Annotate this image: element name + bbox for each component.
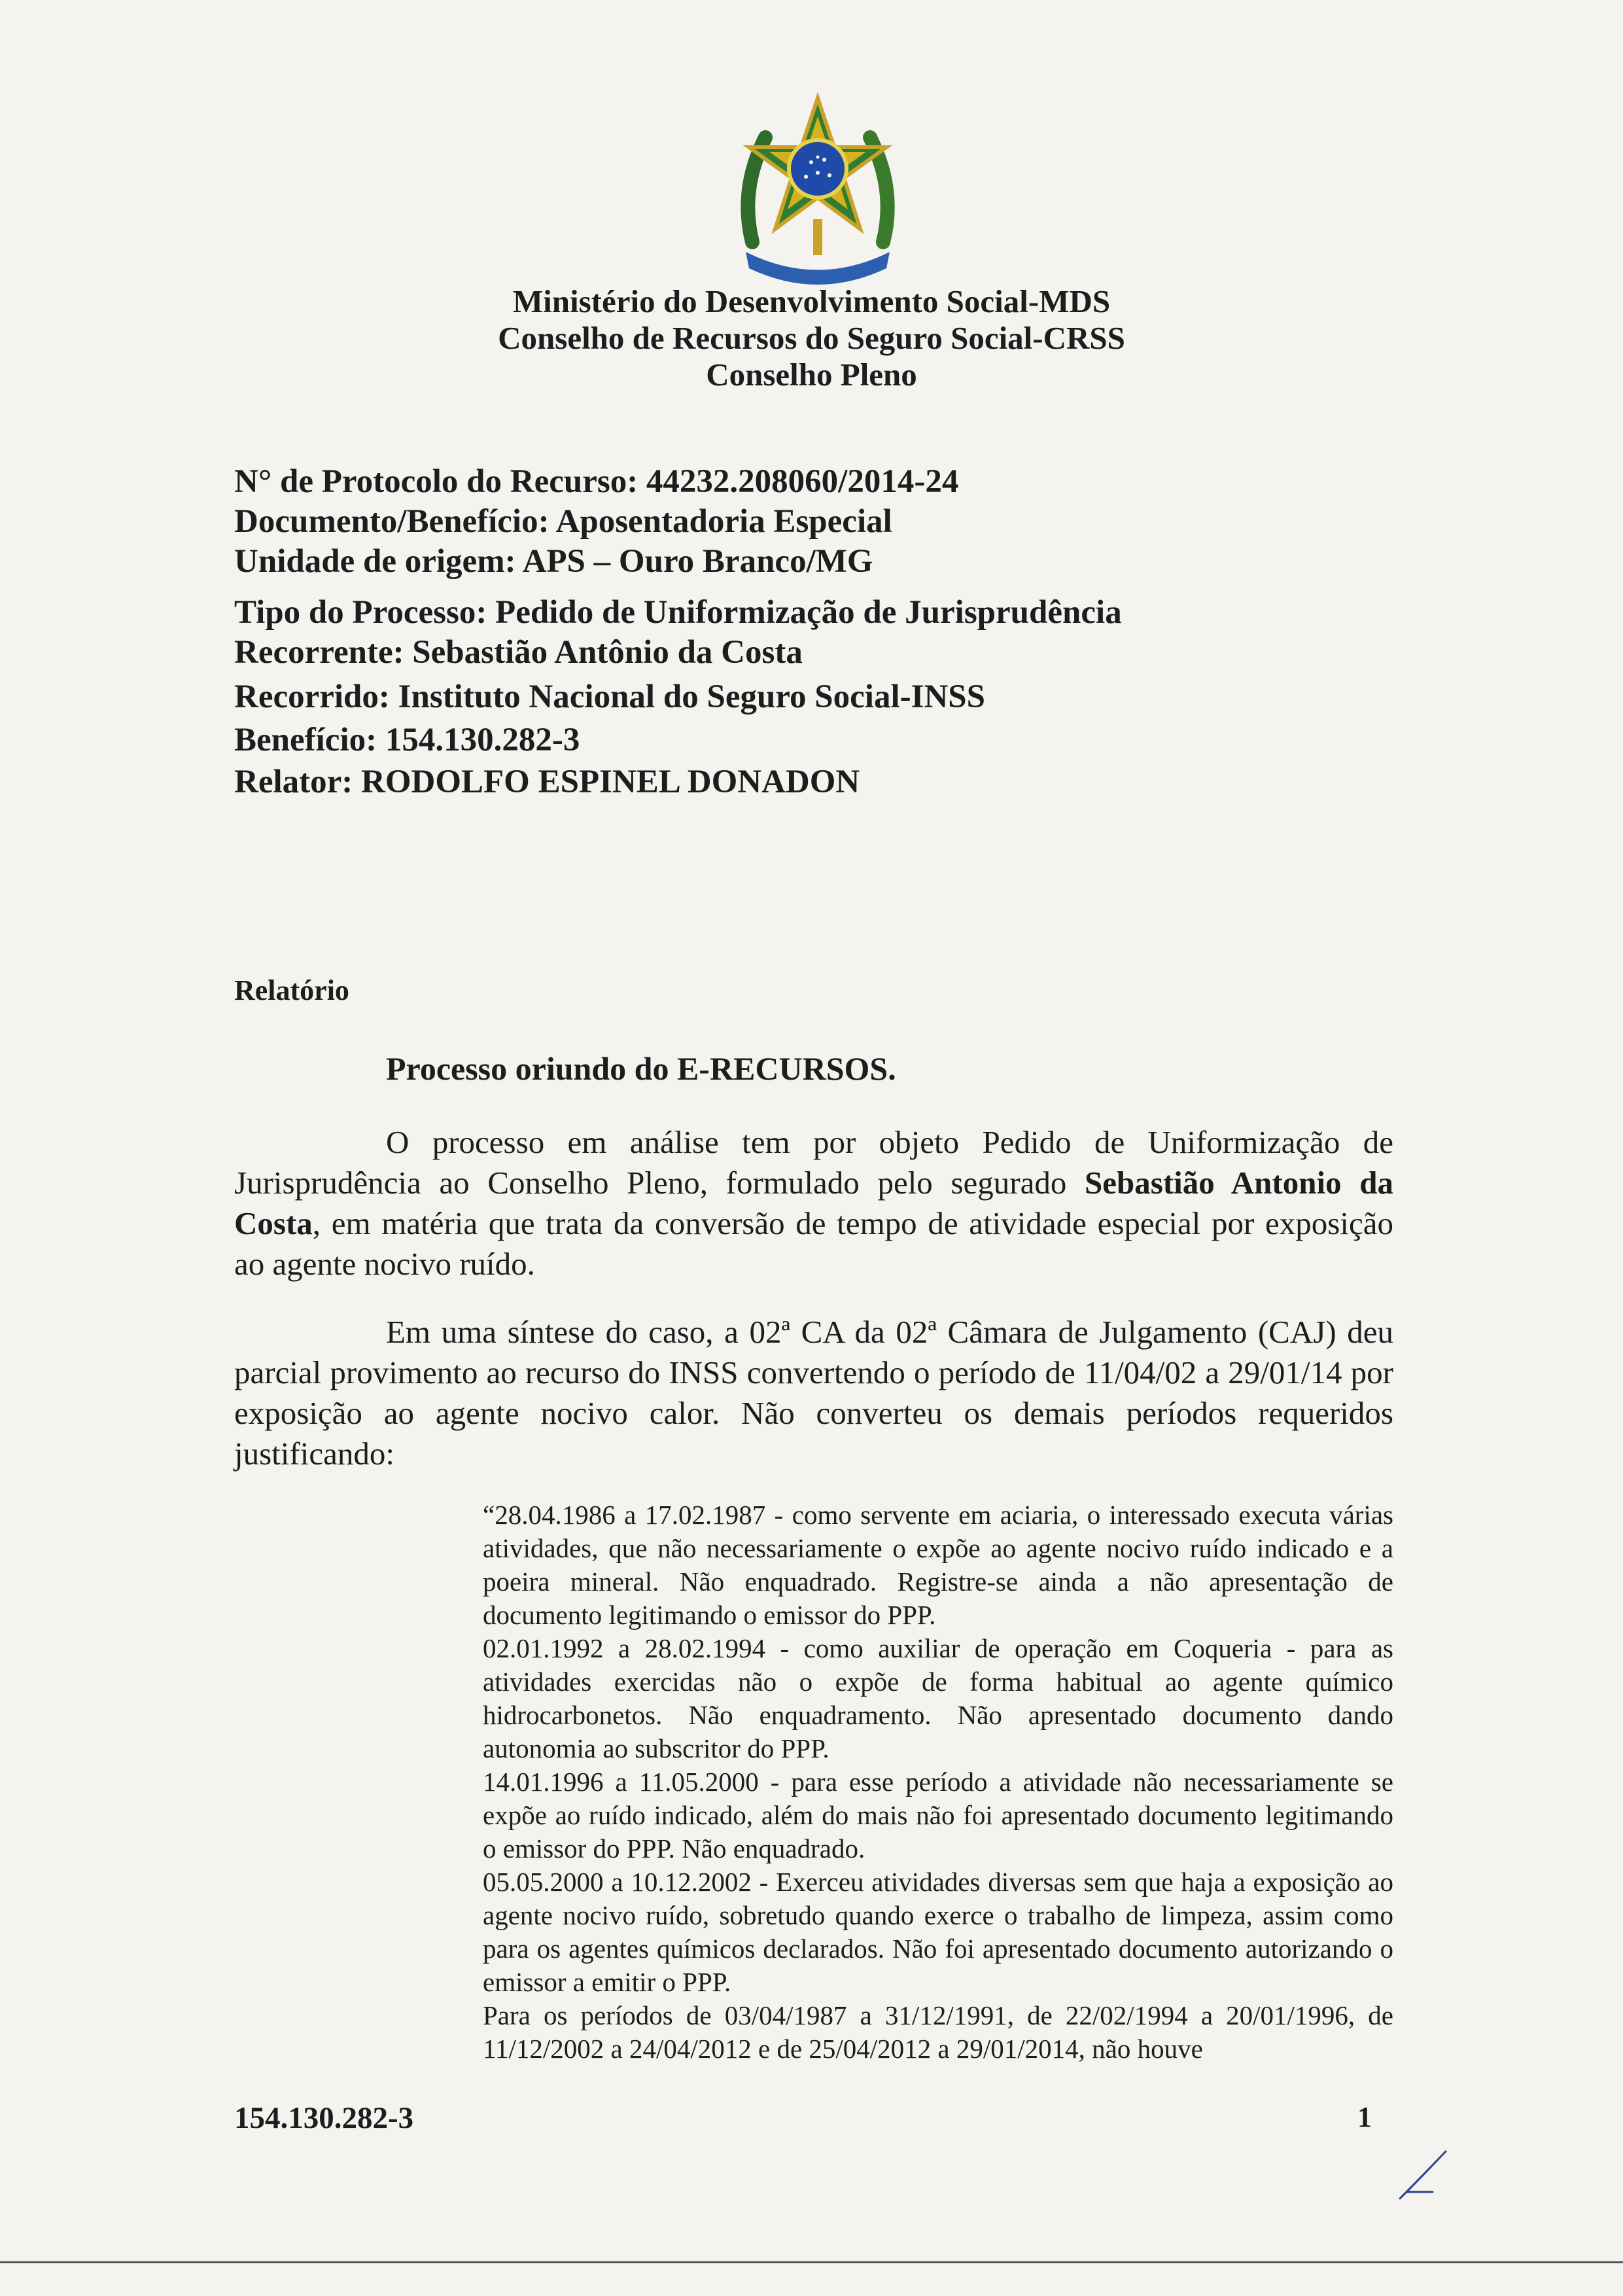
ministry-name: Ministério do Desenvolvimento Social-MDS xyxy=(512,283,1111,319)
quote-item: 05.05.2000 a 10.12.2002 - Exerceu atividades diversas sem que haja a exposição ao agente nocivo ruído, sobretudo quando exerce o trabalho de limpeza, assim como para os agentes químicos declarados. Não foi apresentado documento autorizando o emissor a emitir o PPP. xyxy=(483,1867,1393,1997)
paragraph-2: Em uma síntese do caso, a 02ª CA da 02ª Câmara de Julgamento (CAJ) deu parcial provimento ao recurso do INSS convertendo o período de 11/04/02 a 29/01/14 por exposição ao agente nocivo calor. Não converteu os demais períodos requeridos justificando: xyxy=(234,1314,1393,1472)
subtitle: Processo oriundo do E-RECURSOS. xyxy=(386,1050,896,1087)
council-section: Conselho Pleno xyxy=(706,357,917,393)
council-name: Conselho de Recursos do Seguro Social-CRSS xyxy=(498,320,1125,356)
process-type-field: Tipo do Processo: Pedido de Uniformização de Jurisprudência xyxy=(234,594,1122,631)
quote-item: “28.04.1986 a 17.02.1987 - como servente em aciaria, o interessado executa várias atividades, que não necessariamente o expõe ao agente nocivo ruído indicado e a poeira mineral. Não enquadrado. Registre-se ainda a não apresentação de documento legitimando o emissor do PPP. xyxy=(483,1500,1393,1630)
block-quote xyxy=(483,1498,1393,2066)
brazil-coat-of-arms-icon xyxy=(726,92,909,288)
quote-item: Para os períodos de 03/04/1987 a 31/12/1991, de 22/02/1994 a 20/01/1996, de 11/12/2002 a 24/04/2012 e de 25/04/2012 a 29/01/2014, não houve xyxy=(483,2000,1393,2064)
protocol-field: N° de Protocolo do Recurso: 44232.208060/2014-24 xyxy=(234,463,959,500)
rapporteur-field: Relator: RODOLFO ESPINEL DONADON xyxy=(234,764,860,800)
initials-signature-icon xyxy=(1393,2146,1452,2205)
document-benefit-field: Documento/Benefício: Aposentadoria Especial xyxy=(234,503,892,540)
footer-benefit-number: 154.130.282-3 xyxy=(234,2101,414,2135)
appellant-name: Sebastião Antonio da Costa xyxy=(234,1165,1393,1241)
quote-item: 14.01.1996 a 11.05.2000 - para esse período a atividade não necessariamente se expõe ao ruído indicado, além do mais não foi apresentado documento legitimando o emissor do PPP. Não enquadrado. xyxy=(483,1767,1393,1863)
quote-item: 02.01.1992 a 28.02.1994 - como auxiliar de operação em Coqueria - para as atividades exercidas não o expõe de forma habitual ao agente químico hidrocarbonetos. Não enquadramento. Não apresentado documento dando autonomia ao subscritor do PPP. xyxy=(483,1633,1393,1763)
bottom-rule xyxy=(0,2261,1623,2263)
paragraph-1: O processo em análise tem por objeto Pedido de Uniformização de Jurisprudência ao Conselho Pleno, formulado pelo segurado Sebastião Antonio da Costa, em matéria que trata da conversão de tempo de atividade especial por exposição ao agente nocivo ruído. xyxy=(234,1124,1393,1282)
section-title: Relatório xyxy=(234,974,349,1006)
origin-unit-field: Unidade de origem: APS – Ouro Branco/MG xyxy=(234,543,873,580)
page-number: 1 xyxy=(1357,2101,1372,2133)
benefit-field: Benefício: 154.130.282-3 xyxy=(234,722,580,758)
appellee-field: Recorrido: Instituto Nacional do Seguro Social-INSS xyxy=(234,679,986,715)
appellant-field: Recorrente: Sebastião Antônio da Costa xyxy=(234,634,803,671)
